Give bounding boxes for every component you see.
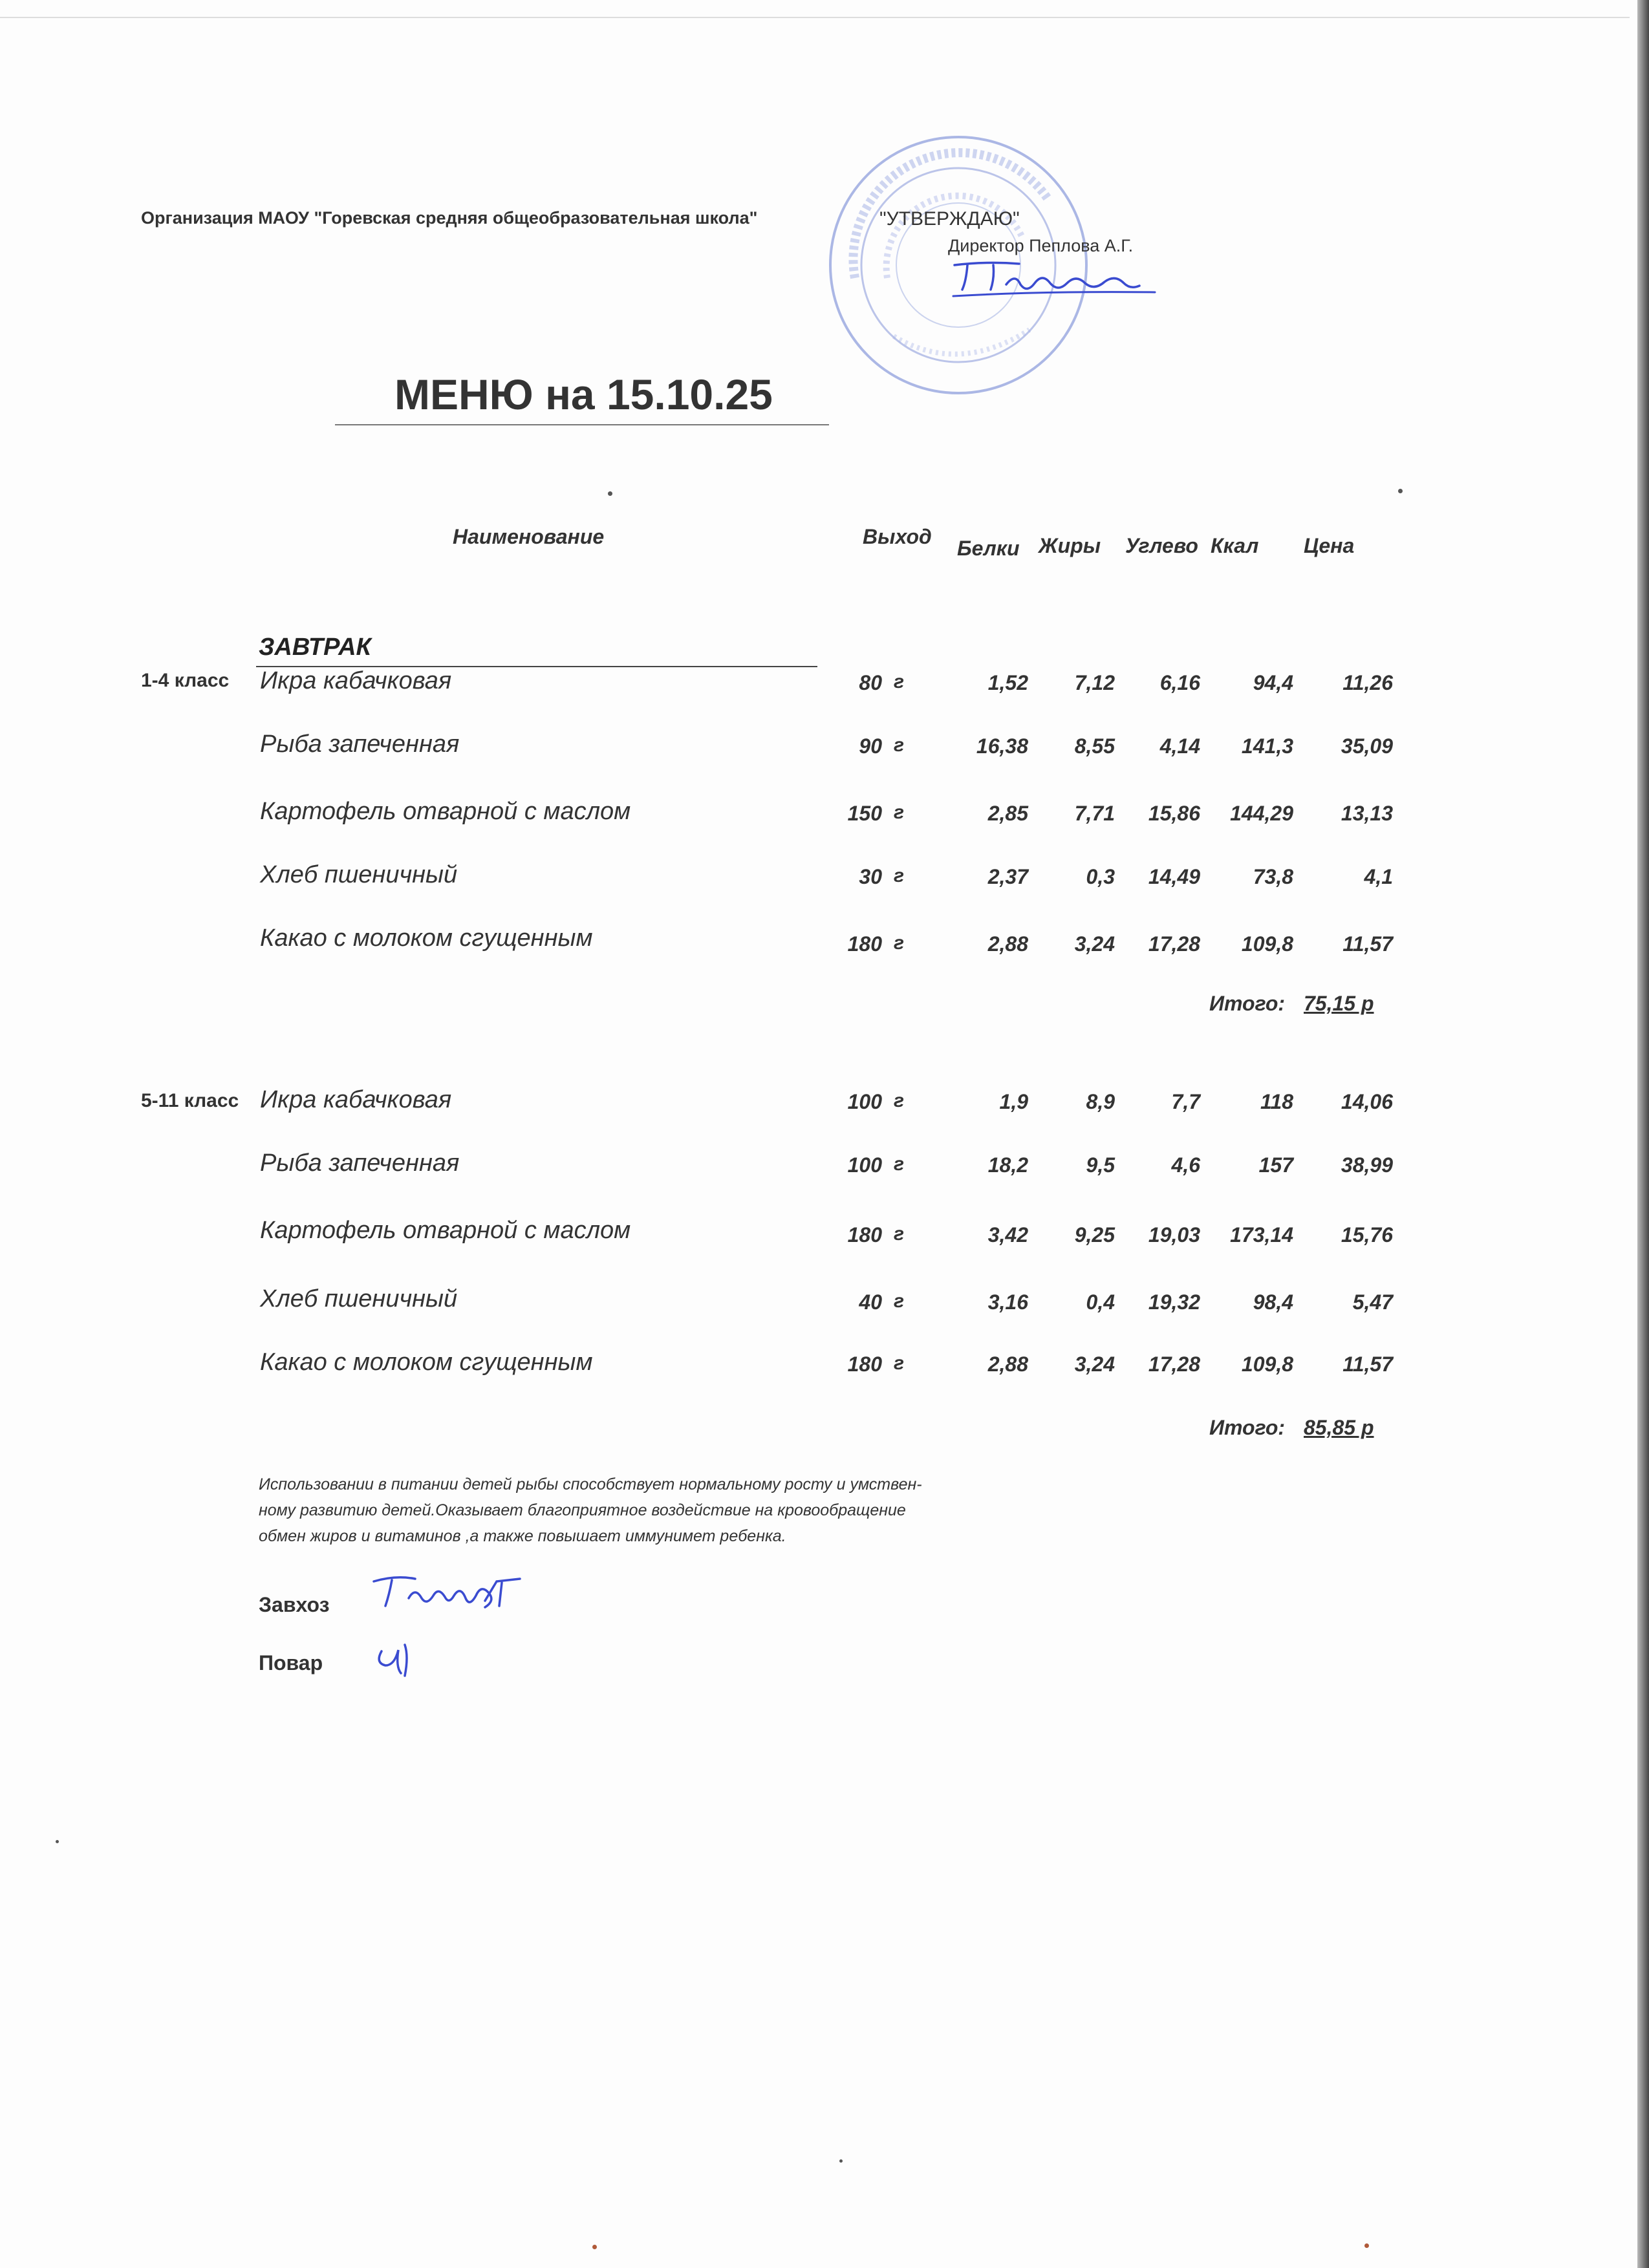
storekeeper-signature — [370, 1572, 538, 1624]
dish-price: 13,13 — [1341, 802, 1393, 825]
scan-speck — [1364, 2243, 1369, 2248]
column-header-carbs: Углево — [1125, 534, 1198, 557]
dish-kcal: 98,4 — [1253, 1290, 1293, 1314]
dish-fat: 0,3 — [1086, 865, 1115, 888]
storekeeper-label: Завхоз — [259, 1593, 330, 1616]
dish-kcal: 109,8 — [1241, 932, 1293, 956]
scan-speck — [592, 2245, 597, 2249]
total-label: Итого: — [1209, 1416, 1286, 1439]
note-line: ному развитию детей.Оказывает благоприятное воздействие на кровообращение — [259, 1501, 906, 1519]
dish-name: Икра кабачковая — [260, 667, 452, 694]
dish-carbs: 14,49 — [1148, 865, 1200, 888]
dish-kcal: 118 — [1260, 1090, 1293, 1113]
page-title: МЕНЮ на 15.10.25 — [394, 370, 773, 418]
dish-unit: г — [894, 1090, 905, 1111]
dish-unit: г — [894, 671, 905, 692]
dish-fat: 0,4 — [1086, 1290, 1115, 1314]
dish-protein: 3,16 — [987, 1290, 1028, 1314]
scan-speck — [839, 2159, 843, 2163]
dish-name: Какао с молоком сгущенным — [260, 925, 593, 952]
dish-unit: г — [894, 932, 905, 954]
dish-protein: 1,52 — [987, 671, 1028, 694]
dish-price: 5,47 — [1352, 1290, 1393, 1314]
dish-protein: 2,88 — [987, 932, 1028, 956]
dish-name: Икра кабачковая — [260, 1086, 452, 1113]
dish-price: 35,09 — [1341, 734, 1393, 758]
dish-output: 30 — [859, 865, 882, 888]
grade-label: 1-4 класс — [141, 670, 230, 691]
dish-price: 11,57 — [1342, 932, 1393, 956]
dish-name: Рыба запеченная — [260, 1150, 460, 1177]
dish-name: Хлеб пшеничный — [260, 861, 458, 888]
dish-fat: 3,24 — [1074, 1353, 1115, 1376]
dish-output: 180 — [847, 1353, 882, 1376]
dish-kcal: 173,14 — [1230, 1223, 1293, 1246]
total-label: Итого: — [1209, 992, 1286, 1015]
dish-kcal: 141,3 — [1241, 734, 1293, 758]
scan-speck — [1398, 489, 1403, 493]
dish-output: 40 — [859, 1290, 882, 1314]
column-header-fat: Жиры — [1039, 534, 1101, 557]
column-header-price: Цена — [1304, 534, 1355, 557]
director-line: Директор Пеплова А.Г. — [948, 236, 1134, 255]
dish-carbs: 19,32 — [1148, 1290, 1200, 1314]
dish-fat: 7,12 — [1074, 671, 1115, 694]
section-title: ЗАВТРАК — [259, 634, 371, 661]
dish-fat: 8,55 — [1074, 734, 1115, 758]
scan-speck — [608, 491, 612, 496]
dish-protein: 16,38 — [976, 734, 1028, 758]
dish-protein: 2,85 — [987, 802, 1028, 825]
dish-kcal: 94,4 — [1253, 671, 1293, 694]
dish-protein: 2,37 — [987, 865, 1028, 888]
dish-name: Рыба запеченная — [260, 731, 460, 758]
dish-price: 11,57 — [1342, 1353, 1393, 1376]
cook-label: Повар — [259, 1651, 323, 1674]
dish-carbs: 17,28 — [1148, 932, 1200, 956]
scan-top-line — [0, 17, 1630, 18]
dish-protein: 3,42 — [987, 1223, 1028, 1246]
dish-fat: 9,5 — [1086, 1153, 1115, 1177]
dish-price: 4,1 — [1364, 865, 1393, 888]
dish-unit: г — [894, 865, 905, 886]
dish-kcal: 73,8 — [1253, 865, 1293, 888]
dish-output: 90 — [859, 734, 882, 758]
dish-output: 80 — [859, 671, 882, 694]
column-header-output: Выход — [863, 525, 932, 548]
dish-kcal: 109,8 — [1241, 1353, 1293, 1376]
dish-carbs: 4,14 — [1159, 734, 1200, 758]
dish-protein: 18,2 — [987, 1153, 1028, 1177]
dish-unit: г — [894, 1290, 905, 1312]
dish-kcal: 144,29 — [1230, 802, 1293, 825]
dish-unit: г — [894, 1353, 905, 1374]
scan-speck — [56, 1840, 59, 1843]
title-underline — [335, 424, 829, 425]
dish-price: 15,76 — [1341, 1223, 1393, 1246]
dish-output: 180 — [847, 1223, 882, 1246]
dish-price: 14,06 — [1341, 1090, 1393, 1113]
dish-fat: 9,25 — [1074, 1223, 1115, 1246]
organization-line: Организация МАОУ "Горевская средняя общеобразовательная школа" — [141, 208, 758, 228]
dish-name: Какао с молоком сгущенным — [260, 1349, 593, 1376]
total-value: 75,15 р — [1304, 992, 1374, 1015]
approval-label: "УТВЕРЖДАЮ" — [879, 208, 1020, 230]
dish-unit: г — [894, 802, 905, 823]
column-header-protein: Белки — [957, 537, 1020, 560]
cook-signature — [372, 1637, 431, 1682]
dish-name: Хлеб пшеничный — [260, 1285, 458, 1312]
dish-price: 11,26 — [1342, 671, 1393, 694]
dish-protein: 2,88 — [987, 1353, 1028, 1376]
director-signature — [948, 259, 1161, 304]
note-line: обмен жиров и витаминов ,а также повышает иммунимет ребенка. — [259, 1527, 786, 1545]
column-header-name: Наименование — [453, 525, 605, 548]
dish-name: Картофель отварной с маслом — [260, 798, 631, 825]
dish-carbs: 4,6 — [1171, 1153, 1200, 1177]
dish-output: 100 — [847, 1153, 882, 1177]
dish-unit: г — [894, 1223, 905, 1245]
dish-carbs: 19,03 — [1148, 1223, 1200, 1246]
dish-output: 100 — [847, 1090, 882, 1113]
dish-price: 38,99 — [1341, 1153, 1393, 1177]
dish-output: 150 — [847, 802, 882, 825]
dish-output: 180 — [847, 932, 882, 956]
dish-carbs: 15,86 — [1148, 802, 1200, 825]
total-value: 85,85 р — [1304, 1416, 1374, 1439]
scan-edge — [1637, 0, 1649, 2268]
column-header-kcal: Ккал — [1211, 534, 1259, 557]
dish-protein: 1,9 — [999, 1090, 1028, 1113]
note-line: Использовании в питании детей рыбы способствует нормальному росту и умствен- — [259, 1475, 922, 1493]
dish-carbs: 17,28 — [1148, 1353, 1200, 1376]
dish-fat: 7,71 — [1074, 802, 1115, 825]
grade-label: 5-11 класс — [141, 1090, 239, 1111]
dish-unit: г — [894, 734, 905, 756]
dish-name: Картофель отварной с маслом — [260, 1217, 631, 1244]
dish-fat: 3,24 — [1074, 932, 1115, 956]
dish-carbs: 6,16 — [1159, 671, 1200, 694]
dish-kcal: 157 — [1258, 1153, 1293, 1177]
dish-carbs: 7,7 — [1171, 1090, 1200, 1113]
dish-fat: 8,9 — [1086, 1090, 1115, 1113]
dish-unit: г — [894, 1153, 905, 1175]
